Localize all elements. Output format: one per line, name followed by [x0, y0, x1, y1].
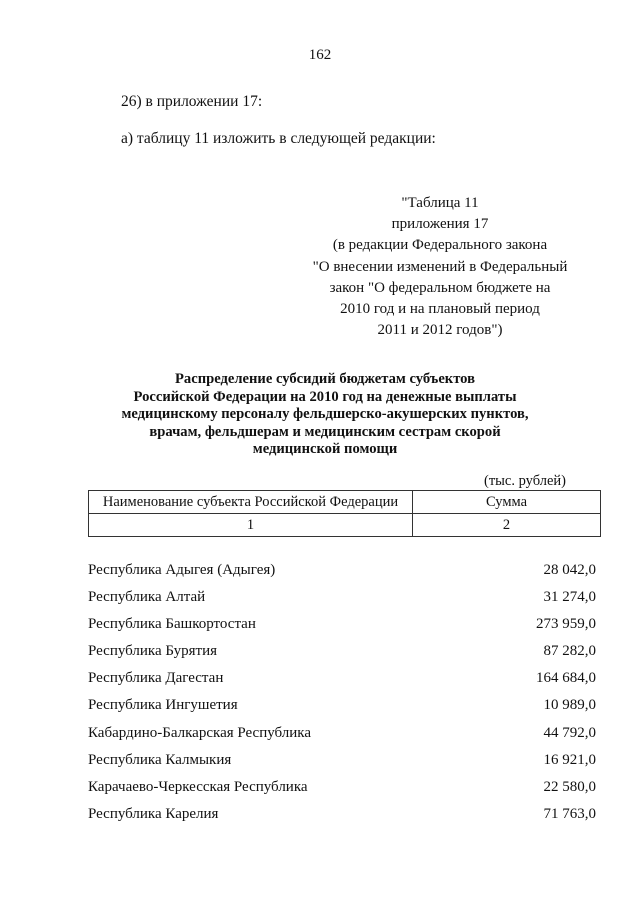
amount: 164 684,0 — [536, 670, 596, 687]
table-caption — [290, 193, 590, 341]
title-line: медицинскому персоналу фельдшерско-акушерских пунктов, — [121, 406, 529, 423]
column-number-2: 2 — [413, 514, 601, 537]
caption-line: приложения 17 — [391, 216, 489, 233]
caption-line: "О внесении изменений в Федеральный — [312, 258, 568, 275]
title-line: врачам, фельдшерам и медицинским сестрам скорой — [149, 423, 501, 440]
units-label: (тыс. рублей) — [484, 473, 566, 489]
page-number: 162 — [308, 47, 332, 63]
table-row — [88, 586, 596, 613]
table-row — [88, 640, 596, 667]
table-row — [88, 613, 596, 640]
region-name: Кабардино-Балкарская Республика — [88, 724, 312, 741]
column-number-1: 1 — [89, 514, 413, 537]
amendment-item: 26) в приложении 17: — [121, 93, 263, 110]
table-row — [88, 749, 596, 776]
table-row — [88, 667, 596, 694]
region-name: Республика Ингушетия — [88, 697, 238, 714]
amount: 273 959,0 — [536, 616, 596, 633]
amount: 16 921,0 — [543, 751, 596, 768]
title-line: медицинской помощи — [252, 441, 398, 458]
region-name: Республика Алтай — [88, 589, 206, 606]
amount: 28 042,0 — [543, 562, 596, 578]
title-line: Распределение субсидий бюджетам субъектов — [175, 371, 475, 387]
amount: 44 792,0 — [543, 724, 596, 741]
title-line: Российской Федерации на 2010 год на денежные выплаты — [133, 388, 517, 405]
column-number-row — [89, 514, 601, 537]
table-row — [88, 803, 596, 830]
amount: 31 274,0 — [543, 589, 596, 606]
table-row — [88, 776, 596, 803]
caption-line: (в редакции Федерального закона — [332, 237, 548, 254]
table-row — [88, 722, 596, 749]
table-body — [88, 559, 596, 830]
header-name: Наименование субъекта Российской Федерации — [89, 491, 413, 514]
caption-line: 2010 год и на плановый период — [340, 301, 540, 318]
caption-line: 2011 и 2012 годов") — [377, 322, 503, 339]
region-name: Республика Бурятия — [88, 643, 218, 660]
region-name: Республика Дагестан — [88, 670, 224, 687]
region-name: Республика Карелия — [88, 805, 219, 822]
amount: 10 989,0 — [543, 697, 596, 714]
caption-line: "Таблица 11 — [401, 195, 479, 211]
region-name: Республика Калмыкия — [88, 751, 232, 768]
region-name: Карачаево-Черкесская Республика — [88, 778, 308, 795]
header-amount: Сумма — [413, 491, 601, 514]
table-row — [88, 694, 596, 721]
table-header — [88, 490, 601, 537]
amount: 87 282,0 — [543, 643, 596, 660]
region-name: Республика Башкортостан — [88, 616, 256, 633]
amount: 71 763,0 — [543, 805, 596, 822]
amendment-subitem: а) таблицу 11 изложить в следующей редакции: — [121, 130, 436, 147]
header-row — [89, 491, 601, 514]
amount: 22 580,0 — [543, 778, 596, 795]
table-title — [80, 371, 570, 459]
region-name: Республика Адыгея (Адыгея) — [88, 562, 276, 578]
table-row — [88, 559, 596, 586]
caption-line: закон "О федеральном бюджете на — [329, 279, 551, 296]
